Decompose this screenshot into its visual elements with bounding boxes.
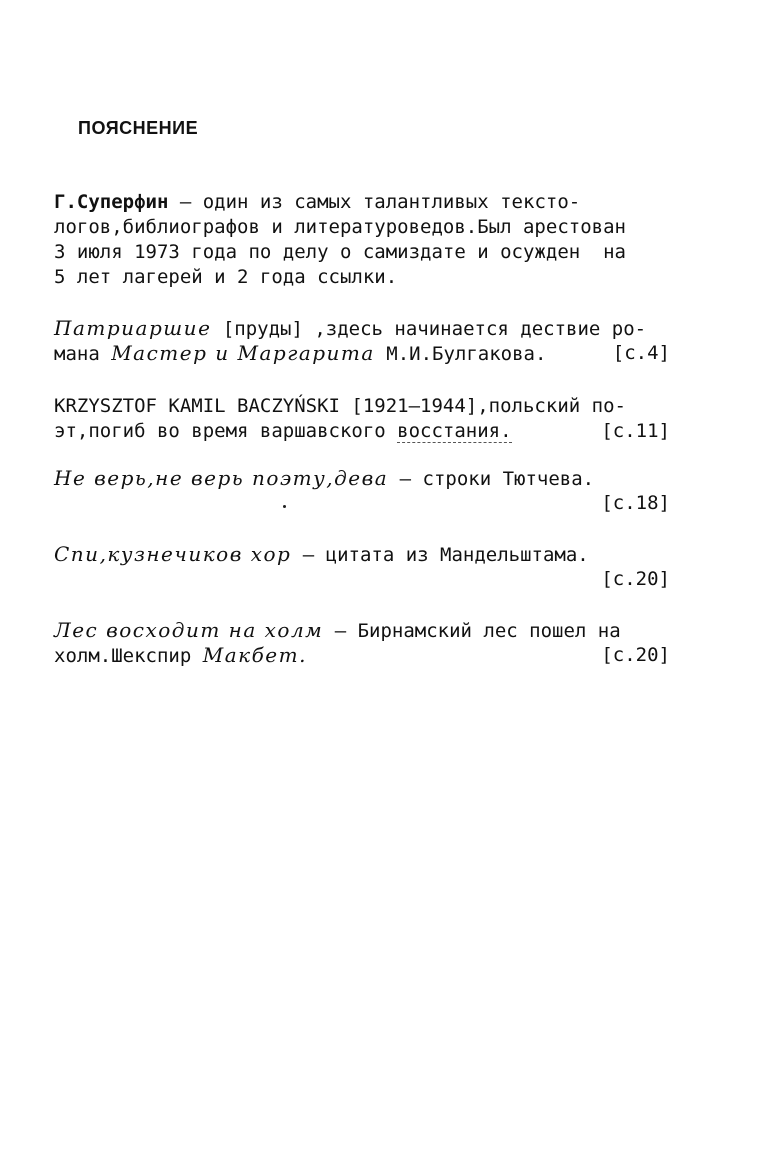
note-italic-title: Макбет. — [202, 643, 307, 667]
intro-line-1-text: — один из самых талантливых тексто- — [168, 191, 581, 213]
note-line — [54, 491, 670, 516]
note-line: KRZYSZTOF KAMIL BACZYŃSKI [1921–1944],польский по- — [54, 395, 626, 417]
note-patriarshie — [54, 316, 670, 366]
note-line — [54, 643, 670, 668]
stray-mark — [283, 505, 286, 508]
note-text: эт,погиб во время варшавского — [54, 420, 398, 442]
note-italic-quote: Спи,кузнечиков хор — [54, 542, 292, 566]
intro-line-4: 5 лет лагерей и 2 года ссылки. — [54, 266, 398, 288]
note-baczynski — [54, 394, 670, 444]
note-text: М.И.Булгакова. — [374, 343, 547, 365]
intro-line-3: 3 июля 1973 года по делу о самиздате и осужден на — [54, 241, 626, 263]
intro-line-2: логов,библиографов и литературоведов.Был арестован — [54, 216, 626, 238]
page-reference: [с.11] — [601, 420, 670, 442]
note-text: — Бирнамский лес пошел на — [323, 620, 621, 642]
note-line — [54, 316, 670, 341]
note-text: [пруды] ,здесь начинается дествие ро- — [211, 318, 647, 340]
note-line — [54, 419, 670, 444]
note-italic-quote: Лес восходит на холм — [54, 618, 324, 642]
intro-line-1 — [54, 190, 734, 215]
note-italic-quote: Не верь,не верь поэту,дева — [54, 466, 389, 490]
note-text: холм.Шекспир — [54, 645, 203, 667]
note-text: мана — [54, 343, 112, 365]
note-mandelstam — [54, 542, 670, 592]
note-italic-term: Патриаршие — [54, 316, 212, 340]
note-line — [54, 341, 670, 366]
page-reference: [с.18] — [601, 492, 670, 514]
note-line — [54, 542, 670, 567]
note-tyutchev — [54, 466, 670, 516]
page-title: ПОЯСНЕНИЕ — [78, 118, 199, 138]
intro-paragraph — [54, 190, 734, 290]
note-text: — цитата из Мандельштама. — [291, 544, 589, 566]
underlined-word: восстания. — [397, 420, 512, 442]
note-line — [54, 466, 670, 491]
note-line — [54, 618, 718, 643]
note-text: — строки Тютчева. — [388, 468, 595, 490]
note-macbeth — [54, 618, 718, 668]
author-name: Г.Суперфин — [54, 191, 169, 213]
note-line — [54, 567, 670, 592]
page-reference: [с.4] — [612, 342, 670, 364]
page-reference: [с.20] — [601, 568, 670, 590]
note-italic-title: Мастер и Маргарита — [111, 341, 375, 365]
page-reference: [с.20] — [601, 644, 670, 666]
